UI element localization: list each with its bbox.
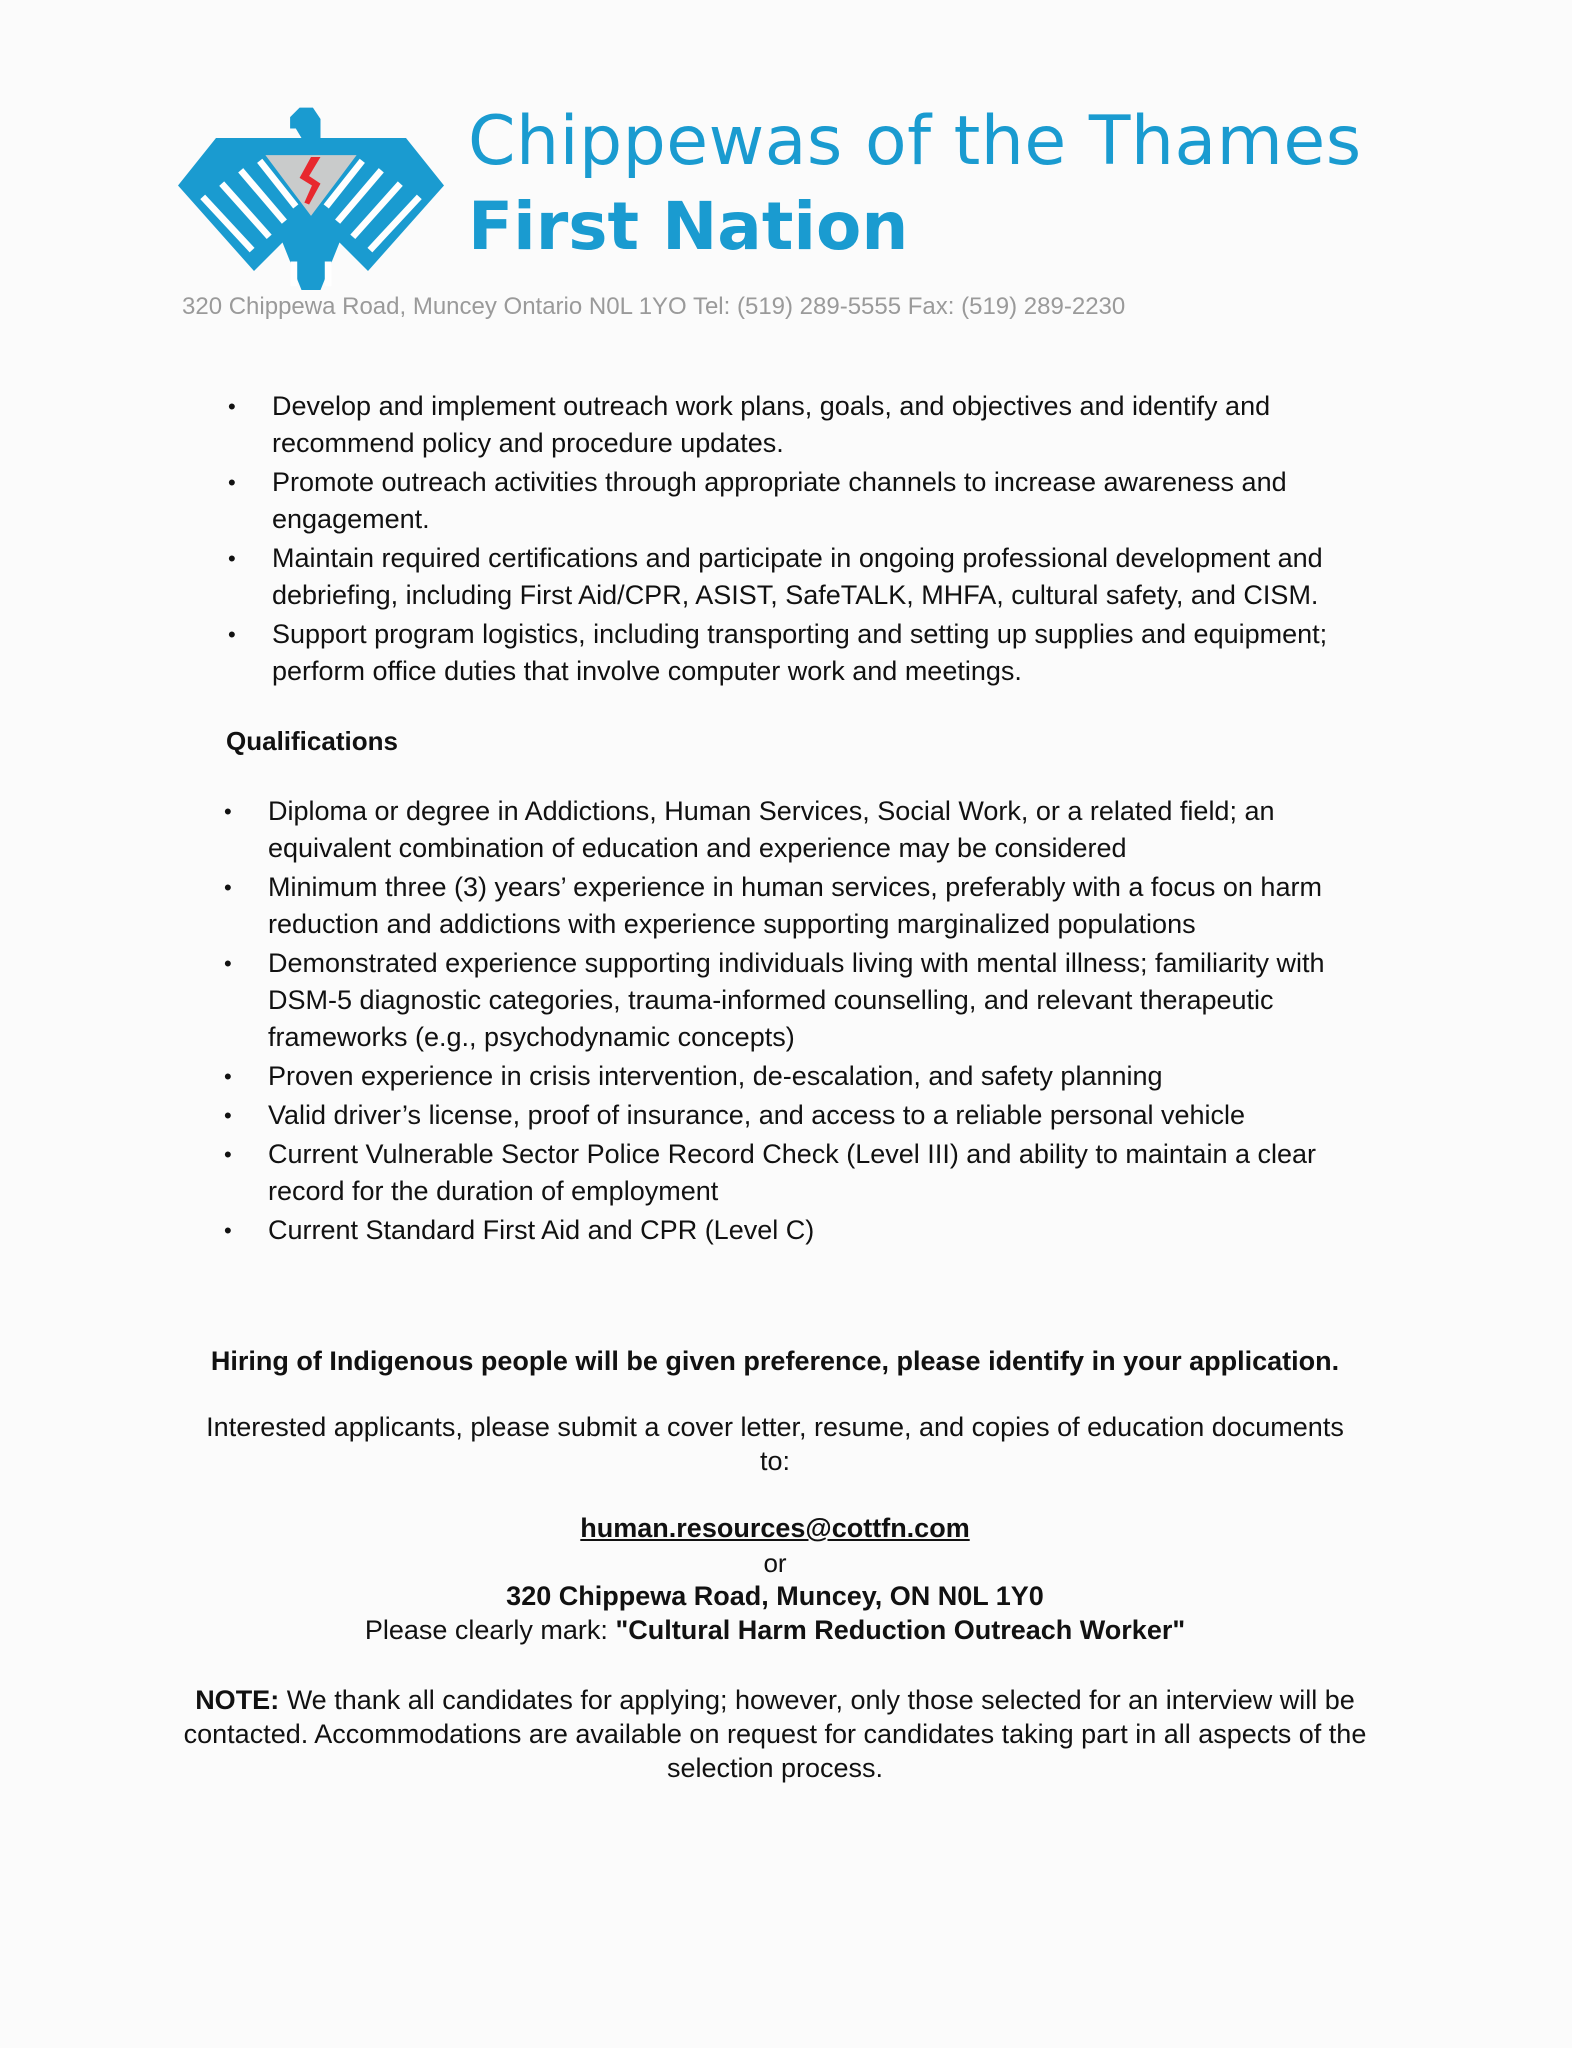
list-item: • Diploma or degree in Addictions, Human Services, Social Work, or a related field; an equivalent combination of education and experience may be considered: [268, 793, 1383, 867]
mark-instruction: [165, 1615, 1385, 1646]
list-item: • Current Standard First Aid and CPR (Level C): [268, 1212, 1383, 1249]
bullet-icon: •: [224, 1103, 232, 1128]
hiring-preference: Hiring of Indigenous people will be given preference, please identify in your application.: [210, 1346, 1340, 1376]
bullet-icon: •: [228, 546, 236, 571]
application-instructions: Interested applicants, please submit a cover letter, resume, and copies of education documents to:: [206, 1412, 1344, 1476]
qualifications-list: [224, 793, 1383, 1251]
list-item: • Valid driver’s license, proof of insurance, and access to a reliable personal vehicle: [268, 1097, 1383, 1134]
list-item: • Maintain required certifications and participate in ongoing professional development and debriefing, including First Aid/CPR, ASIST, SafeTALK, MHFA, cultural safety, and CISM.: [272, 540, 1382, 614]
bullet-icon: •: [228, 470, 236, 495]
organization-name-line2: First Nation: [468, 188, 909, 265]
organization-name-line1: Chippewas of the Thames: [468, 102, 1362, 181]
list-item: • Proven experience in crisis intervention, de-escalation, and safety planning: [268, 1058, 1383, 1095]
contact-line: 320 Chippewa Road, Muncey Ontario N0L 1YO Tel: (519) 289-5555 Fax: (519) 289-2230: [182, 293, 1126, 320]
list-item: • Current Vulnerable Sector Police Record Check (Level III) and ability to maintain a clear record for the duration of employment: [268, 1136, 1383, 1210]
bullet-icon: •: [224, 951, 232, 976]
bullet-icon: •: [228, 394, 236, 419]
note-text: We thank all candidates for applying; however, only those selected for an interview will be contacted. Accommodations are available on request for candidates taking part in all aspects of the selection process.: [183, 1685, 1367, 1783]
email-link[interactable]: human.resources@cottfn.com: [580, 1513, 970, 1543]
mailing-address: 320 Chippewa Road, Muncey, ON N0L 1Y0: [506, 1581, 1044, 1611]
bullet-icon: •: [224, 1064, 232, 1089]
note-label: NOTE:: [195, 1685, 280, 1715]
organization-name: [468, 102, 1362, 265]
list-item: • Demonstrated experience supporting individuals living with mental illness; familiarity with DSM-5 diagnostic categories, trauma-informed counselling, and relevant therapeutic frameworks (e.g., psychodynamic concepts): [268, 945, 1383, 1056]
list-item: • Minimum three (3) years’ experience in human services, preferably with a focus on harm reduction and addictions with experience supporting marginalized populations: [268, 869, 1383, 943]
bullet-icon: •: [224, 1218, 232, 1243]
thunderbird-logo-icon: [178, 100, 444, 290]
bullet-icon: •: [224, 1142, 232, 1167]
qualifications-heading: Qualifications: [226, 726, 398, 756]
bullet-icon: •: [228, 622, 236, 647]
mark-prefix: Please clearly mark:: [364, 1615, 616, 1645]
duties-list: [228, 388, 1382, 692]
bullet-icon: •: [224, 799, 232, 824]
list-item: • Support program logistics, including transporting and setting up supplies and equipment; perform office duties that involve computer work and meetings.: [272, 616, 1382, 690]
or-separator: or: [763, 1548, 787, 1578]
list-item: • Develop and implement outreach work plans, goals, and objectives and identify and recommend policy and procedure updates.: [272, 388, 1382, 462]
bullet-icon: •: [224, 875, 232, 900]
position-title: "Cultural Harm Reduction Outreach Worker": [615, 1615, 1186, 1645]
list-item: • Promote outreach activities through appropriate channels to increase awareness and engagement.: [272, 464, 1382, 538]
note-paragraph: [165, 1683, 1385, 1785]
letterhead: [0, 0, 1572, 330]
email-container: [165, 1513, 1385, 1544]
